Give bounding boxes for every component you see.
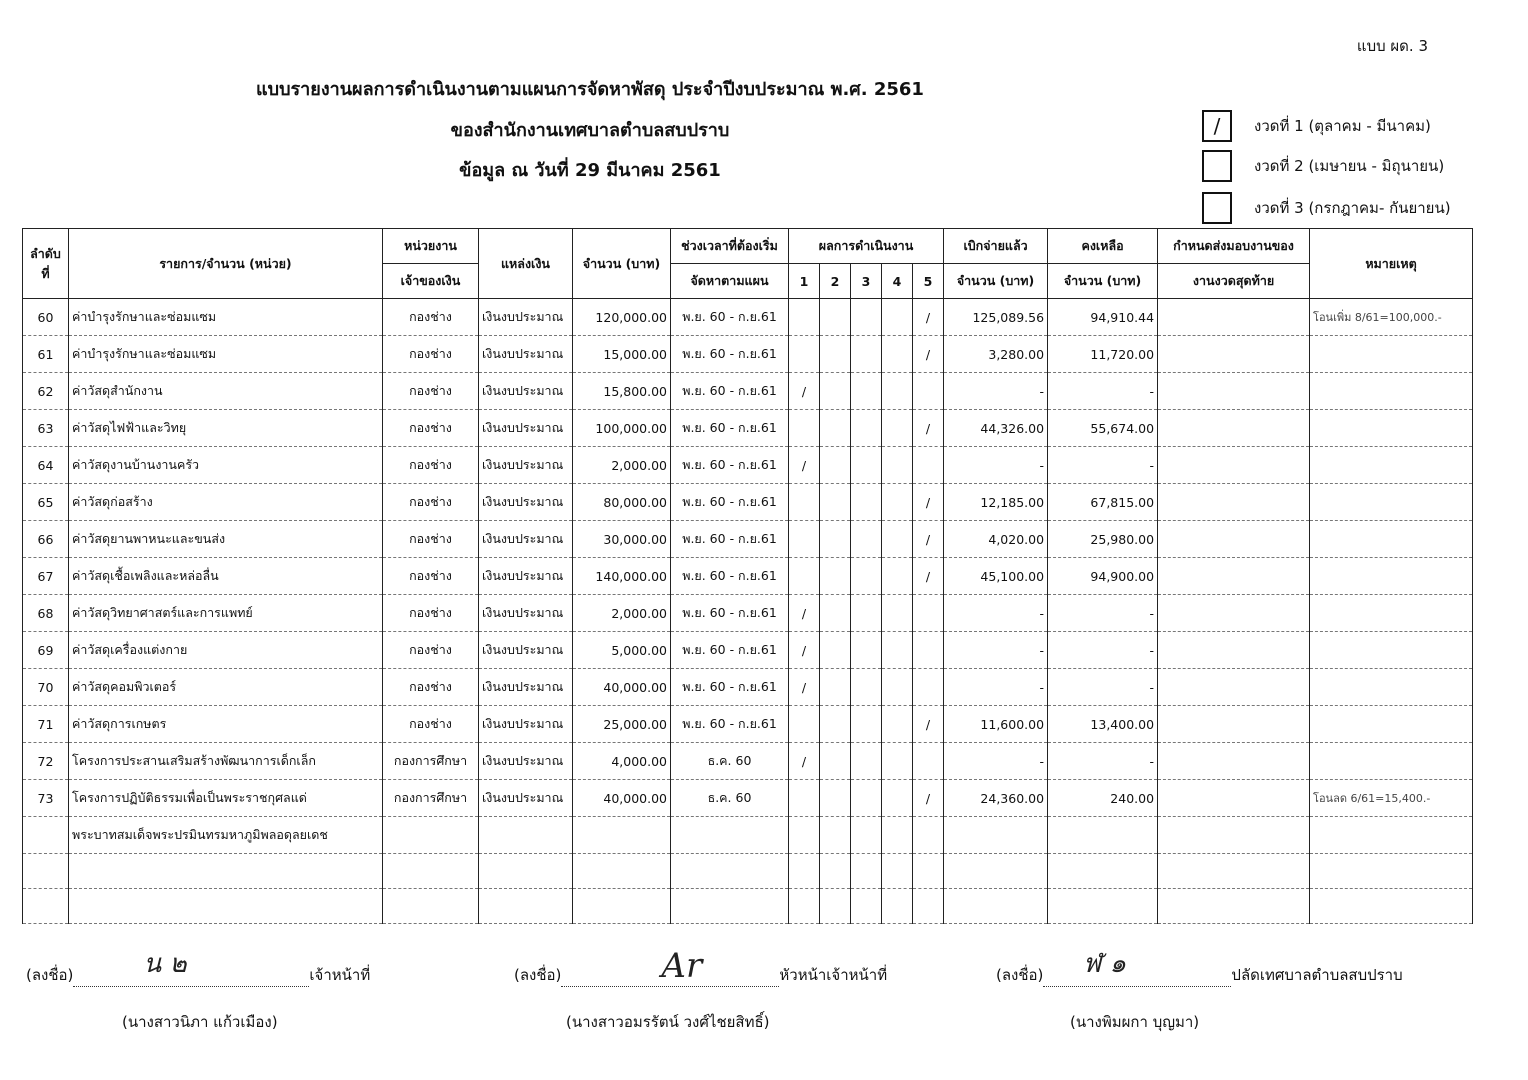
row-deliver <box>1158 484 1310 521</box>
row-unit: กองการศึกษา <box>383 780 479 817</box>
report-title: แบบรายงานผลการดำเนินงานตามแผนการจัดหาพัสดุ ประจำปีงบประมาณ พ.ศ. 2561 <box>256 79 924 100</box>
row-unit: กองช่าง <box>383 706 479 743</box>
row-period: ธ.ค. 60 <box>671 743 789 780</box>
row-step-5 <box>913 743 944 780</box>
row-item: โครงการประสานเสริมสร้างพัฒนาการเด็กเล็ก <box>69 743 383 780</box>
row-period: พ.ย. 60 - ก.ย.61 <box>671 669 789 706</box>
checkbox-empty-icon <box>1202 150 1232 182</box>
row-step-2 <box>820 595 851 632</box>
row-step-5: / <box>913 558 944 595</box>
row-source: เงินงบประมาณ <box>479 484 573 521</box>
row-remain <box>1048 817 1158 854</box>
row-remark <box>1310 373 1473 410</box>
row-step-2 <box>820 706 851 743</box>
row-remain: 94,900.00 <box>1048 558 1158 595</box>
row-step-5 <box>913 373 944 410</box>
row-step-1 <box>789 558 820 595</box>
row-step-1 <box>789 410 820 447</box>
row-paid: - <box>944 447 1048 484</box>
row-amount: 2,000.00 <box>573 595 671 632</box>
row-source: เงินงบประมาณ <box>479 706 573 743</box>
row-remark <box>1310 595 1473 632</box>
row-number: 68 <box>23 595 69 632</box>
table-row <box>23 817 1473 854</box>
checkbox-checked-icon: / <box>1202 110 1232 142</box>
row-source: เงินงบประมาณ <box>479 521 573 558</box>
row-step-3 <box>851 373 882 410</box>
row-item: ค่าวัสดุไฟฟ้าและวิทยุ <box>69 410 383 447</box>
row-remark <box>1310 521 1473 558</box>
period-label: งวดที่ 1 (ตุลาคม - มีนาคม) <box>1254 117 1431 135</box>
row-step-2 <box>820 447 851 484</box>
table-row <box>23 410 1473 447</box>
row-source: เงินงบประมาณ <box>479 558 573 595</box>
row-step-4 <box>882 521 913 558</box>
row-step-4 <box>882 373 913 410</box>
row-number: 64 <box>23 447 69 484</box>
row-paid: - <box>944 373 1048 410</box>
row-step-5 <box>913 595 944 632</box>
row-unit: กองช่าง <box>383 669 479 706</box>
row-source: เงินงบประมาณ <box>479 669 573 706</box>
row-remark <box>1310 817 1473 854</box>
table-row <box>23 521 1473 558</box>
row-step-5 <box>913 632 944 669</box>
row-step-4 <box>882 780 913 817</box>
checkbox-empty-icon <box>1202 192 1232 224</box>
row-paid: 45,100.00 <box>944 558 1048 595</box>
row-remain: 240.00 <box>1048 780 1158 817</box>
row-remark: โอนเพิ่ม 8/61=100,000.- <box>1310 299 1473 336</box>
row-amount: 15,000.00 <box>573 336 671 373</box>
table-row <box>23 558 1473 595</box>
row-number <box>23 817 69 854</box>
row-amount <box>573 817 671 854</box>
row-remark <box>1310 336 1473 373</box>
row-step-2 <box>820 817 851 854</box>
signature-line <box>561 946 779 987</box>
row-unit: กองช่าง <box>383 373 479 410</box>
row-unit: กองช่าง <box>383 632 479 669</box>
row-number: 72 <box>23 743 69 780</box>
row-step-1: / <box>789 447 820 484</box>
sign-prefix: (ลงชื่อ) <box>26 966 74 984</box>
row-step-2 <box>820 669 851 706</box>
row-step-1 <box>789 299 820 336</box>
header-source: แหล่งเงิน <box>479 229 573 299</box>
header-step-2: 2 <box>820 264 851 299</box>
row-remain: - <box>1048 447 1158 484</box>
table-row-empty <box>23 889 1473 924</box>
row-step-3 <box>851 706 882 743</box>
row-item: ค่าวัสดุเชื้อเพลิงและหล่อลื่น <box>69 558 383 595</box>
row-item: ค่าวัสดุวิทยาศาสตร์และการแพทย์ <box>69 595 383 632</box>
header-no: ลำดับ ที่ <box>23 229 69 299</box>
row-step-2 <box>820 521 851 558</box>
row-source: เงินงบประมาณ <box>479 373 573 410</box>
row-remain: - <box>1048 669 1158 706</box>
row-remark <box>1310 632 1473 669</box>
row-amount: 2,000.00 <box>573 447 671 484</box>
row-paid: 24,360.00 <box>944 780 1048 817</box>
row-remark <box>1310 447 1473 484</box>
header-step-5: 5 <box>913 264 944 299</box>
row-source: เงินงบประมาณ <box>479 780 573 817</box>
row-step-3 <box>851 558 882 595</box>
header-item: รายการ/จำนวน (หน่วย) <box>69 229 383 299</box>
row-item: โครงการปฏิบัติธรรมเพื่อเป็นพระราชกุศลแด่ <box>69 780 383 817</box>
row-step-1 <box>789 780 820 817</box>
row-step-3 <box>851 817 882 854</box>
row-step-2 <box>820 632 851 669</box>
header-remark: หมายเหตุ <box>1310 229 1473 299</box>
table-body <box>23 299 1473 924</box>
period-option-1 <box>1202 110 1431 142</box>
row-step-2 <box>820 484 851 521</box>
row-paid: - <box>944 595 1048 632</box>
row-unit: กองช่าง <box>383 595 479 632</box>
row-remain: 67,815.00 <box>1048 484 1158 521</box>
row-step-5 <box>913 817 944 854</box>
row-unit: กองช่าง <box>383 558 479 595</box>
row-amount: 4,000.00 <box>573 743 671 780</box>
row-step-1: / <box>789 373 820 410</box>
row-remain: 13,400.00 <box>1048 706 1158 743</box>
row-step-3 <box>851 632 882 669</box>
table-row-empty <box>23 854 1473 889</box>
row-step-1: / <box>789 743 820 780</box>
row-deliver <box>1158 336 1310 373</box>
row-period: พ.ย. 60 - ก.ย.61 <box>671 299 789 336</box>
table-row <box>23 484 1473 521</box>
header-unit-sub: เจ้าของเงิน <box>383 264 479 299</box>
row-number: 65 <box>23 484 69 521</box>
signature-municipal-clerk <box>996 949 1403 987</box>
period-option-2 <box>1202 150 1444 182</box>
row-step-5 <box>913 447 944 484</box>
row-deliver <box>1158 706 1310 743</box>
period-label: งวดที่ 2 (เมษายน - มิถุนายน) <box>1254 157 1445 175</box>
row-remain: 25,980.00 <box>1048 521 1158 558</box>
row-remark <box>1310 669 1473 706</box>
row-amount: 5,000.00 <box>573 632 671 669</box>
row-deliver <box>1158 447 1310 484</box>
row-period: พ.ย. 60 - ก.ย.61 <box>671 447 789 484</box>
row-item: ค่าวัสดุการเกษตร <box>69 706 383 743</box>
row-period: พ.ย. 60 - ก.ย.61 <box>671 484 789 521</box>
row-remain: - <box>1048 632 1158 669</box>
header-remain: คงเหลือ <box>1048 229 1158 264</box>
row-unit: กองช่าง <box>383 336 479 373</box>
row-source: เงินงบประมาณ <box>479 447 573 484</box>
row-step-2 <box>820 336 851 373</box>
row-step-4 <box>882 410 913 447</box>
table-row <box>23 632 1473 669</box>
procurement-table <box>22 228 1473 924</box>
row-step-3 <box>851 780 882 817</box>
handwritten-signature: ฬ ๑ <box>1083 949 1126 979</box>
row-number: 69 <box>23 632 69 669</box>
row-step-5: / <box>913 336 944 373</box>
row-unit <box>383 817 479 854</box>
sign-role: เจ้าหน้าที่ <box>309 966 371 984</box>
signature-line <box>73 949 309 987</box>
table-row <box>23 743 1473 780</box>
table-row <box>23 706 1473 743</box>
row-step-2 <box>820 373 851 410</box>
row-deliver <box>1158 299 1310 336</box>
row-step-5: / <box>913 484 944 521</box>
row-paid <box>944 817 1048 854</box>
table-row <box>23 373 1473 410</box>
row-paid: - <box>944 743 1048 780</box>
row-paid: - <box>944 632 1048 669</box>
row-remark <box>1310 410 1473 447</box>
row-step-3 <box>851 484 882 521</box>
row-step-3 <box>851 410 882 447</box>
row-step-3 <box>851 336 882 373</box>
signature-officer <box>26 949 371 987</box>
row-remain: - <box>1048 595 1158 632</box>
row-unit: กองช่าง <box>383 299 479 336</box>
row-step-4 <box>882 299 913 336</box>
row-source: เงินงบประมาณ <box>479 632 573 669</box>
row-amount: 15,800.00 <box>573 373 671 410</box>
row-number: 63 <box>23 410 69 447</box>
row-paid: 11,600.00 <box>944 706 1048 743</box>
row-source: เงินงบประมาณ <box>479 299 573 336</box>
row-amount: 120,000.00 <box>573 299 671 336</box>
row-item: ค่าบำรุงรักษาและซ่อมแซม <box>69 336 383 373</box>
row-remark: โอนลด 6/61=15,400.- <box>1310 780 1473 817</box>
row-step-3 <box>851 743 882 780</box>
header-deliver-sub: งานงวดสุดท้าย <box>1158 264 1310 299</box>
row-item: ค่าวัสดุคอมพิวเตอร์ <box>69 669 383 706</box>
signature-head-officer <box>514 946 888 987</box>
row-unit: กองช่าง <box>383 484 479 521</box>
row-step-2 <box>820 410 851 447</box>
row-amount: 100,000.00 <box>573 410 671 447</box>
row-remark <box>1310 743 1473 780</box>
row-step-4 <box>882 817 913 854</box>
sign-role: หัวหน้าเจ้าหน้าที่ <box>779 966 888 984</box>
row-remain: - <box>1048 743 1158 780</box>
row-remark <box>1310 484 1473 521</box>
row-source: เงินงบประมาณ <box>479 595 573 632</box>
signer-name-1: (นางสาวนิภา แก้วเมือง) <box>122 1013 278 1031</box>
row-paid: 125,089.56 <box>944 299 1048 336</box>
row-step-5: / <box>913 521 944 558</box>
period-label: งวดที่ 3 (กรกฎาคม- กันยายน) <box>1254 199 1451 217</box>
row-step-4 <box>882 706 913 743</box>
row-paid: 4,020.00 <box>944 521 1048 558</box>
sign-role: ปลัดเทศบาลตำบลสบปราบ <box>1231 966 1403 984</box>
row-step-2 <box>820 558 851 595</box>
row-step-1 <box>789 817 820 854</box>
row-number: 66 <box>23 521 69 558</box>
row-period: พ.ย. 60 - ก.ย.61 <box>671 373 789 410</box>
header-step-3: 3 <box>851 264 882 299</box>
row-deliver <box>1158 558 1310 595</box>
row-item: ค่าวัสดุเครื่องแต่งกาย <box>69 632 383 669</box>
row-step-4 <box>882 632 913 669</box>
row-deliver <box>1158 410 1310 447</box>
row-step-4 <box>882 595 913 632</box>
row-step-1 <box>789 706 820 743</box>
report-date: ข้อมูล ณ วันที่ 29 มีนาคม 2561 <box>459 160 721 181</box>
row-step-4 <box>882 743 913 780</box>
row-period <box>671 817 789 854</box>
row-remark <box>1310 706 1473 743</box>
row-step-3 <box>851 521 882 558</box>
handwritten-signature: น ๒ <box>143 949 187 979</box>
report-office: ของสำนักงานเทศบาลตำบลสบปราบ <box>450 120 730 141</box>
row-period: พ.ย. 60 - ก.ย.61 <box>671 558 789 595</box>
row-step-3 <box>851 595 882 632</box>
sign-prefix: (ลงชื่อ) <box>996 966 1044 984</box>
row-remain: 55,674.00 <box>1048 410 1158 447</box>
header-period: ช่วงเวลาที่ต้องเริ่ม <box>671 229 789 264</box>
row-source <box>479 817 573 854</box>
row-step-5: / <box>913 410 944 447</box>
signer-name-3: (นางพิมผกา บุญมา) <box>1070 1013 1200 1031</box>
row-step-4 <box>882 447 913 484</box>
row-item: ค่าวัสดุงานบ้านงานครัว <box>69 447 383 484</box>
row-deliver <box>1158 669 1310 706</box>
row-step-5: / <box>913 706 944 743</box>
row-step-4 <box>882 669 913 706</box>
row-amount: 30,000.00 <box>573 521 671 558</box>
row-item: ค่าวัสดุยานพาหนะและขนส่ง <box>69 521 383 558</box>
row-unit: กองการศึกษา <box>383 743 479 780</box>
period-option-3 <box>1202 192 1451 224</box>
row-step-1 <box>789 336 820 373</box>
header-result: ผลการดำเนินงาน <box>789 229 944 264</box>
row-unit: กองช่าง <box>383 521 479 558</box>
header-remain-sub: จำนวน (บาท) <box>1048 264 1158 299</box>
row-unit: กองช่าง <box>383 410 479 447</box>
row-remain: - <box>1048 373 1158 410</box>
row-amount: 80,000.00 <box>573 484 671 521</box>
row-number: 70 <box>23 669 69 706</box>
row-step-4 <box>882 558 913 595</box>
row-source: เงินงบประมาณ <box>479 743 573 780</box>
row-period: พ.ย. 60 - ก.ย.61 <box>671 706 789 743</box>
table-row <box>23 447 1473 484</box>
row-step-3 <box>851 299 882 336</box>
row-step-1: / <box>789 632 820 669</box>
row-deliver <box>1158 743 1310 780</box>
sign-prefix: (ลงชื่อ) <box>514 966 562 984</box>
header-deliver: กำหนดส่งมอบงานของ <box>1158 229 1310 264</box>
row-period: ธ.ค. 60 <box>671 780 789 817</box>
table-row <box>23 299 1473 336</box>
handwritten-signature: Ar <box>661 946 703 986</box>
row-deliver <box>1158 595 1310 632</box>
table-row <box>23 595 1473 632</box>
row-number: 67 <box>23 558 69 595</box>
row-step-1: / <box>789 669 820 706</box>
row-amount: 40,000.00 <box>573 780 671 817</box>
row-period: พ.ย. 60 - ก.ย.61 <box>671 595 789 632</box>
row-step-3 <box>851 669 882 706</box>
row-remark <box>1310 558 1473 595</box>
row-amount: 25,000.00 <box>573 706 671 743</box>
header-paid-sub: จำนวน (บาท) <box>944 264 1048 299</box>
row-deliver <box>1158 373 1310 410</box>
header-period-sub: จัดหาตามแผน <box>671 264 789 299</box>
row-item: ค่าวัสดุก่อสร้าง <box>69 484 383 521</box>
row-period: พ.ย. 60 - ก.ย.61 <box>671 410 789 447</box>
row-step-5: / <box>913 299 944 336</box>
row-item: พระบาทสมเด็จพระปรมินทรมหาภูมิพลอดุลยเดช <box>69 817 383 854</box>
row-step-5: / <box>913 780 944 817</box>
header-paid: เบิกจ่ายแล้ว <box>944 229 1048 264</box>
row-amount: 40,000.00 <box>573 669 671 706</box>
row-number: 71 <box>23 706 69 743</box>
row-deliver <box>1158 780 1310 817</box>
row-period: พ.ย. 60 - ก.ย.61 <box>671 632 789 669</box>
row-item: ค่าบำรุงรักษาและซ่อมแซม <box>69 299 383 336</box>
form-code: แบบ ผด. 3 <box>1356 37 1428 55</box>
row-step-4 <box>882 336 913 373</box>
row-paid: 44,326.00 <box>944 410 1048 447</box>
row-number: 60 <box>23 299 69 336</box>
header-step-4: 4 <box>882 264 913 299</box>
header-step-1: 1 <box>789 264 820 299</box>
header-amount: จำนวน (บาท) <box>573 229 671 299</box>
row-step-2 <box>820 780 851 817</box>
row-source: เงินงบประมาณ <box>479 336 573 373</box>
row-remain: 94,910.44 <box>1048 299 1158 336</box>
row-item: ค่าวัสดุสำนักงาน <box>69 373 383 410</box>
row-step-5 <box>913 669 944 706</box>
row-deliver <box>1158 817 1310 854</box>
row-amount: 140,000.00 <box>573 558 671 595</box>
header-unit: หน่วยงาน <box>383 229 479 264</box>
row-period: พ.ย. 60 - ก.ย.61 <box>671 336 789 373</box>
row-step-3 <box>851 447 882 484</box>
row-unit: กองช่าง <box>383 447 479 484</box>
row-paid: 12,185.00 <box>944 484 1048 521</box>
row-step-1 <box>789 484 820 521</box>
row-remain: 11,720.00 <box>1048 336 1158 373</box>
row-step-4 <box>882 484 913 521</box>
row-deliver <box>1158 632 1310 669</box>
row-number: 62 <box>23 373 69 410</box>
row-period: พ.ย. 60 - ก.ย.61 <box>671 521 789 558</box>
signature-line <box>1043 949 1231 987</box>
row-step-1 <box>789 521 820 558</box>
row-paid: 3,280.00 <box>944 336 1048 373</box>
row-number: 61 <box>23 336 69 373</box>
table-row <box>23 336 1473 373</box>
signer-name-2: (นางสาวอมรรัตน์ วงศ์ไชยสิทธิ์) <box>566 1013 770 1031</box>
table-row <box>23 669 1473 706</box>
row-source: เงินงบประมาณ <box>479 410 573 447</box>
row-deliver <box>1158 521 1310 558</box>
row-step-2 <box>820 743 851 780</box>
row-number: 73 <box>23 780 69 817</box>
row-paid: - <box>944 669 1048 706</box>
table-row <box>23 780 1473 817</box>
row-step-1: / <box>789 595 820 632</box>
row-step-2 <box>820 299 851 336</box>
